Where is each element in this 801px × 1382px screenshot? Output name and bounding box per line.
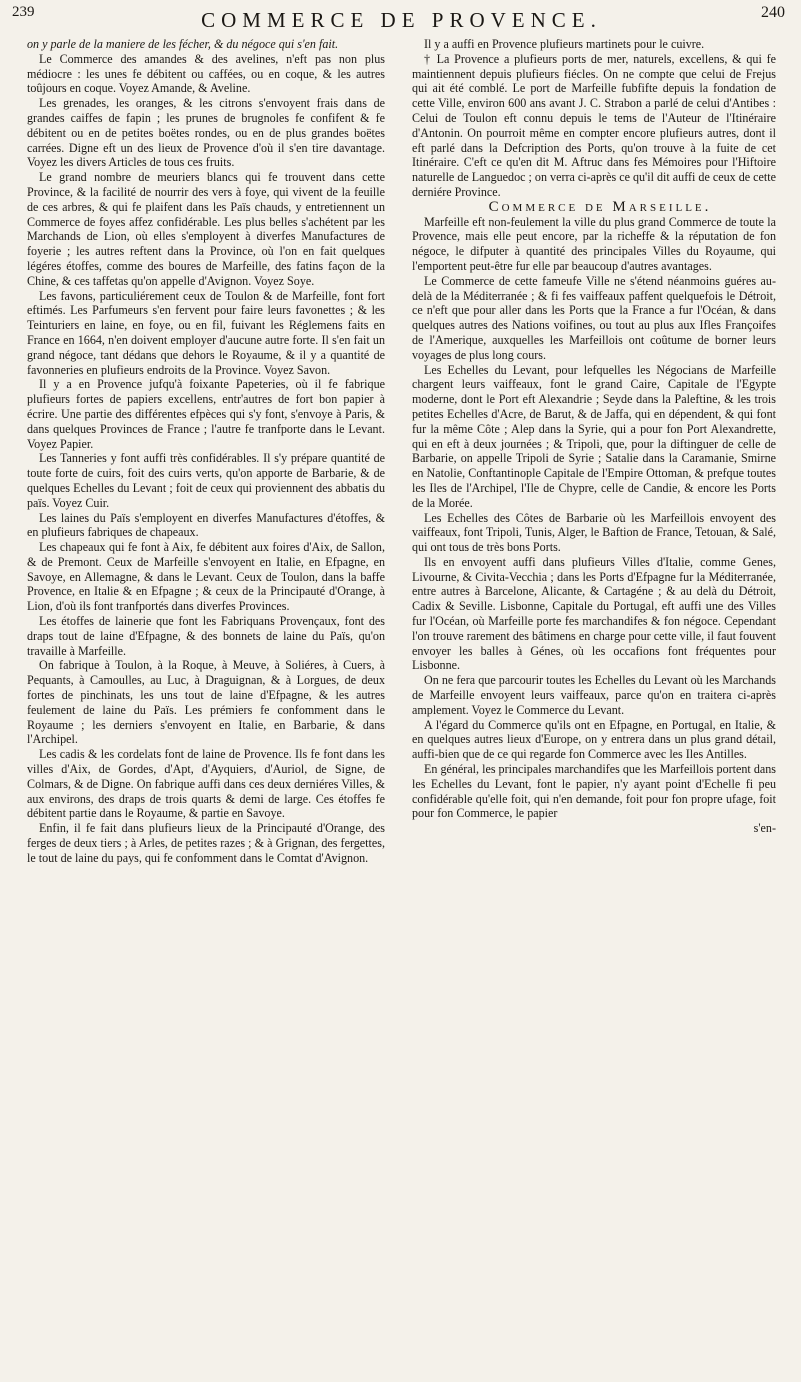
paragraph: Le grand nombre de meuriers blancs qui fe trouvent dans cette Province, & la facilité de nourrir des vers à foye, qui vivent de la feuille de ces arbres, & qui fe plaifent dans les Païs chauds, y entretiennent un Commerce de foyes affez confidérable. Les plus belles s'achétent par les Marchands de Lion, où elles s'employent à diverfes Manufactures de foyerie ; les autres reftent dans la Province, où l'on en fait quelques légéres étoffes, comme des boures de Marfeille, des fatins façon de la Chine, & ces taffetas qu'on appelle d'Avignon. Voyez Soye. bbox=[27, 170, 385, 288]
paragraph: Les Tanneries y font auffi très confidérables. Il s'y prépare quantité de toute forte de cuirs, foit des cuirs verts, qu'on apporte de Barbarie, & de quelques Echelles du Levant ; foit de ceux qui proviennent des abbatis du païs. Voyez Cuir. bbox=[27, 451, 385, 510]
page-number-right: 240 bbox=[761, 4, 785, 21]
paragraph: Les cadis & les cordelats font de laine de Provence. Ils fe font dans les villes d'Aix, de Gordes, d'Apt, d'Ayquiers, d'Auriol, de Signe, de Colmars, & de Digne. On fabrique auffi dans ces deux derniéres Villes, & aux environs, des draps de trois quarts & demi de large. Ces étoffes fe débitent partie dans le Royaume, & partie en Savoye. bbox=[27, 747, 385, 821]
paragraph: Les laines du Païs s'employent en diverfes Manufactures d'étoffes, & en plufieurs fabriques de chapeaux. bbox=[27, 510, 385, 540]
paragraph: Les favons, particuliérement ceux de Toulon & de Marfeille, font fort eftimés. Les Parfumeurs s'en fervent pour faire leurs favonettes ; & les Teinturiers en laine, en foye, ou en fil, fuivant les Réglemens faits en France en 1664, n'en doivent employer d'aucune autre forte. Il s'en fait un grand négoce, tant dédans que dehors le Royaume, & il y a quantité de favonneries en plufieurs endroits de la Province. Voyez Savon. bbox=[27, 288, 385, 377]
paragraph: Les étoffes de lainerie que font les Fabriquans Provençaux, font des draps tout de laine d'Efpagne, & des bonnets de laine du Païs, qu'on travaille à Marfeille. bbox=[27, 614, 385, 658]
paragraph: Les Echelles des Côtes de Barbarie où les Marfeillois envoyent des vaiffeaux, font Tripoli, Tunis, Alger, le Baftion de France, Tetouan, & Salé, qui ont tous de très bons Ports. bbox=[412, 510, 776, 555]
catchword: s'en- bbox=[753, 821, 776, 836]
paragraph: Les grenades, les oranges, & les citrons s'envoyent frais dans de grandes caiffes de fapin ; les prunes de brugnoles fe confifent & fe débitent ou en de petites boëtes rondes, ou en de plus grandes boëtes carrées. Digne eft un des lieux de Provence d'où il s'en tire davantage. Voyez les divers Articles de tous ces fruits. bbox=[27, 96, 385, 170]
paragraph: Les Echelles du Levant, pour lefquelles les Négocians de Marfeille chargent leurs vaiffeaux, font le grand Caire, Capitale de l'Egypte moderne, dont le Port eft Alexandrie ; Seyde dans la Paleftine, & les trois petites Echelles d'Acre, de Barut, & de Jaffa, qui en dépendent, & qui font fur la même Côte ; Alep dans la Syrie, qui a pour fon Port Alexandrette, qui en eft à deux journées ; & Tripoli, que, pour la diftinguer de celle de Barbarie, on appelle Tripoli de Syrie ; Satalie dans la Caramanie, Smirne en Natolie, Conftantinople Capitale de l'Empire Ottoman, & prefque toutes les Iles de l'Archipel, l'Ile de Chypre, celle de Candie, & encore les Ports de la Morée. bbox=[412, 362, 776, 510]
paragraph: Marfeille eft non-feulement la ville du plus grand Commerce de toute la Provence, mais elle peut encore, par la richeffe & la réputation de fon négoce, le difputer à quantité des principales Villes du Royaume, qui l'emportent peut-être fur elle par beaucoup d'autres avantages. bbox=[412, 214, 776, 273]
paragraph: En général, les principales marchandifes que les Marfeillois portent dans les Echelles du Levant, font le papier, n'y ayant point d'Echelle fi peu confidérable qu'elle foit, qui n'en demande, foit pour fon propre ufage, foit pour fon Commerce, le papier bbox=[412, 762, 776, 821]
paragraph: Il y a en Provence jufqu'à foixante Papeteries, où il fe fabrique plufieurs fortes de papiers excellens, entr'autres de fort bon papier à écrire. Une partie des différentes efpèces qui s'y font, s'envoye à Paris, & dans quelques Provinces de France ; l'autre fe tranfporte dans le Levant. Voyez Papier. bbox=[27, 377, 385, 451]
page-number-left: 239 bbox=[12, 4, 35, 20]
paragraph: Le Commerce des amandes & des avelines, n'eft pas non plus médiocre : les unes fe débitent ou caffées, ou en coque, & les autres toûjours en coque. Voyez Amande, & Aveline. bbox=[27, 51, 385, 96]
paragraph: Il y a auffi en Provence plufieurs martinets pour le cuivre. bbox=[424, 37, 705, 51]
paragraph: A l'égard du Commerce qu'ils ont en Efpagne, en Portugal, en Italie, & en quelques autres lieux d'Europe, on y entrera dans un plus grand détail, auffi-bien que de ce qui regarde fon Commerce avec les Iles Antilles. bbox=[412, 717, 776, 762]
paragraph: Ils en envoyent auffi dans plufieurs Villes d'Italie, comme Genes, Livourne, & Civita-Vecchia ; dans les Ports d'Efpagne fur la Méditerranée, entre autres à Barcelone, Alicante, & Cartagéne ; & au delà du Détroit, Cadix & Seville. Lisbonne, Capitale du Portugal, eft auffi une des Villes fur l'Océan, où Marfeille porte fes marchandifes & fon négoce. Cependant l'on trouve rarement des bâtimens en charge pour cette ville, il faut fouvent envoyer les balles à Génes, où les occafions font fréquentes pour Lisbonne. bbox=[412, 554, 776, 673]
paragraph: Le Commerce de cette fameufe Ville ne s'étend néanmoins guéres au-delà de la Méditerranée ; & fi fes vaiffeaux paffent quelquefois le Détroit, ce n'eft que pour aller dans les Ports que la France a fur l'Océan, & dans quelques autres des Nations voifines, ou tout au plus aux Ifles Françoifes de l'Amerique, auxquelles les Marfeillois ont coûtume de borner leurs voyages de plus long cours. bbox=[412, 273, 776, 362]
paragraph: On fabrique à Toulon, à la Roque, à Meuve, à Soliéres, à Cuers, à Pequants, à Camoulles, au Luc, à Draguignan, & à Lorgues, de deux fortes de pinchinats, les uns tout de laine d'Efpagne, & les autres feulement de laine du Païs. Les prémiers fe confomment dans le Royaume ; les derniers s'envoyent en Italie, en Barbarie, & dans l'Archipel. bbox=[27, 658, 385, 747]
paragraph: † La Provence a plufieurs ports de mer, naturels, excellens, & qui fe maintiennent depuis plufieurs fiécles. On ne compte que celui de Frejus qui ait été comblé. Le port de Marfeille fubfifte depuis la fondation de cette Ville, environ 600 ans avant J. C. Strabon a parlé de celui d'Antibes : Celui de Toulon eft connu depuis le tems de l'Auteur de l'Itinéraire d'Antonin. On pourroit même en compter encore plufieurs autres, dont il eft parlé dans la Defcription des Ports, qu'on trouve à la fuite de cet Itinéraire. C'eft ce qu'en dit M. Aftruc dans fes Mémoires pour l'Hiftoire naturelle de Languedoc ; on verra ci-après ce qu'il dit auffi de ceux de cette derniére Province. bbox=[412, 51, 776, 199]
paragraph: Enfin, il fe fait dans plufieurs lieux de la Principauté d'Orange, des ferges de deux tiers ; à Arles, de petites razes ; & à Grignan, des fergettes, le tout de laine du pays, qui fe confomment dans le Comtat d'Avignon. bbox=[27, 821, 385, 865]
section-heading: Commerce de Marseille. bbox=[488, 198, 712, 215]
left-column bbox=[27, 37, 385, 866]
continued-text: on y parle de la maniere de les fécher, & du négoce qui s'en fait. bbox=[27, 37, 339, 51]
page-header bbox=[12, 0, 791, 38]
paragraph: Les chapeaux qui fe font à Aix, fe débitent aux foires d'Aix, de Sallon, & de Premont. Ceux de Marfeille s'envoyent en Italie, en Efpagne, en Savoye, en Allemagne, & dans le Levant. Ceux de Toulon, dans la baffe Provence, en Italie & en Efpagne ; & ceux de la Principauté d'Orange, à Lion, d'où ils font tranfportés dans diverfes Provinces. bbox=[27, 540, 385, 614]
running-title: COMMERCE DE PROVENCE. bbox=[201, 7, 602, 32]
right-column bbox=[412, 37, 776, 836]
paragraph: On ne fera que parcourir toutes les Echelles du Levant où les Marchands de Marfeille envoyent leurs vaiffeaux, parce qu'on en traitera ci-après amplement. Voyez le Commerce du Levant. bbox=[412, 673, 776, 717]
